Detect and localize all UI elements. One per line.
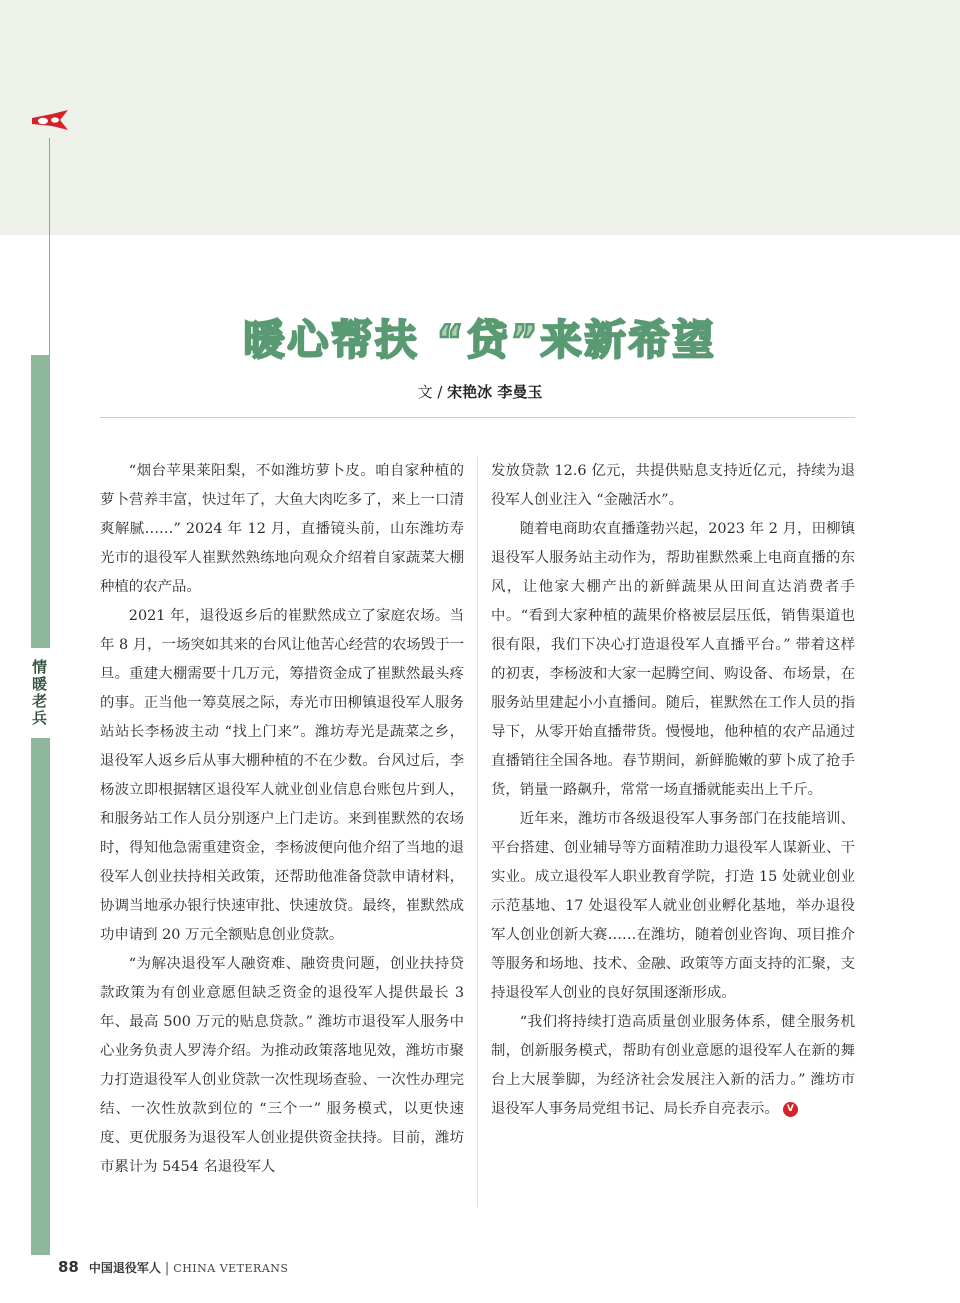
paragraph-final: [491, 1008, 855, 1124]
header-band: [0, 0, 960, 235]
paragraph: “为解决退役军人融资难、融资贵问题，创业扶持贷款政策为有创业意愿但缺乏资金的退役军人提供最长 3 年、最高 500 万元的贴息贷款。” 潍坊市退役军人服务中心业务负责人罗涛介绍。为推动政策落地见效，潍坊市聚力打造退役军人创业贷款一次性现场查验、一次性办理完结、一次性放款到位的 “三个一” 服务模式，以更快速度、更优服务为退役军人创业提供资金扶持。目前，潍坊市累计为 5454 名退役军人: [100, 956, 464, 1175]
paragraph: “烟台苹果莱阳梨，不如潍坊萝卜皮。咱自家种植的萝卜营养丰富，快过年了，大鱼大肉吃多了，来上一口清爽解腻……” 2024 年 12 月，直播镜头前，山东潍坊寿光市的退役军人崔默然熟练地向观众介绍着自家蔬菜大棚种植的农产品。: [100, 463, 464, 595]
footer-separator: |: [164, 1261, 170, 1276]
byline-prefix: 文 /: [417, 383, 448, 401]
column-divider: [477, 457, 478, 1207]
magazine-logo-icon: [30, 108, 70, 134]
page-number: 88: [58, 1258, 79, 1276]
magazine-name-en: CHINA VETERANS: [173, 1262, 289, 1275]
byline-authors: 宋艳冰 李曼玉: [447, 383, 543, 401]
magazine-name-cn: 中国退役军人: [88, 1261, 161, 1275]
paragraph-continuation: 发放贷款 12.6 亿元，共提供贴息支持近亿元，持续为退役军人创业注入 “金融活水”。: [491, 463, 855, 508]
end-mark-icon: V: [783, 1102, 798, 1117]
section-label: 情暖老兵: [28, 648, 50, 738]
article-title: 暖心帮扶 “贷”来新希望: [243, 316, 717, 364]
page-footer: [58, 1256, 288, 1278]
article-column-left: [100, 457, 464, 1217]
paragraph-final-text: “我们将持续打造高质量创业服务体系，健全服务机制，创新服务模式，帮助有创业意愿的退役军人在新的舞台上大展拳脚，为经济社会发展注入新的活力。” 潍坊市退役军人事务局党组书记、局长乔自亮表示。: [491, 1014, 855, 1117]
section-bar: [31, 355, 50, 1255]
article-column-right: [491, 457, 855, 1217]
title-rule: [100, 417, 855, 418]
paragraph: 2021 年，退役返乡后的崔默然成立了家庭农场。当年 8 月，一场突如其来的台风让他苦心经营的农场毁于一旦。重建大棚需要十几万元，筹措资金成了崔默然最头疼的事。正当他一筹莫展之际，寿光市田柳镇退役军人服务站站长李杨波主动 “找上门来”。潍坊寿光是蔬菜之乡，退役军人返乡后从事大棚种植的不在少数。台风过后，李杨波立即根据辖区退役军人就业创业信息台账包片到人，和服务站工作人员分别逐户上门走访。来到崔默然的农场时，得知他急需重建资金，李杨波便向他介绍了当地的退役军人创业扶持相关政策，还帮助他准备贷款申请材料，协调当地承办银行快速审批、快速放贷。最终，崔默然成功申请到 20 万元全额贴息创业贷款。: [100, 608, 464, 943]
paragraph: 随着电商助农直播蓬勃兴起，2023 年 2 月，田柳镇退役军人服务站主动作为，帮助崔默然乘上电商直播的东风，让他家大棚产出的新鲜蔬果从田间直达消费者手中。“看到大家种植的蔬果价格被层层压低，销售渠道也很有限，我们下决心打造退役军人直播平台。” 带着这样的初衷，李杨波和大家一起腾空间、购设备、布场景，在服务站里建起小小直播间。随后，崔默然在工作人员的指导下，从零开始直播带货。慢慢地，他种植的农产品通过直播销往全国各地。春节期间，新鲜脆嫩的萝卜成了抢手货，销量一路飙升，常常一场直播就能卖出上千斤。: [491, 521, 855, 798]
paragraph: 近年来，潍坊市各级退役军人事务部门在技能培训、平台搭建、创业辅导等方面精准助力退役军人谋新业、干实业。成立退役军人职业教育学院，打造 15 处就业创业示范基地、17 处退役军人就业创业孵化基地，举办退役军人创业创新大赛……在潍坊，随着创业咨询、项目推介等服务和场地、技术、金融、政策等方面支持的汇聚，支持退役军人创业的良好氛围逐渐形成。: [491, 811, 855, 1001]
byline: [100, 381, 860, 403]
